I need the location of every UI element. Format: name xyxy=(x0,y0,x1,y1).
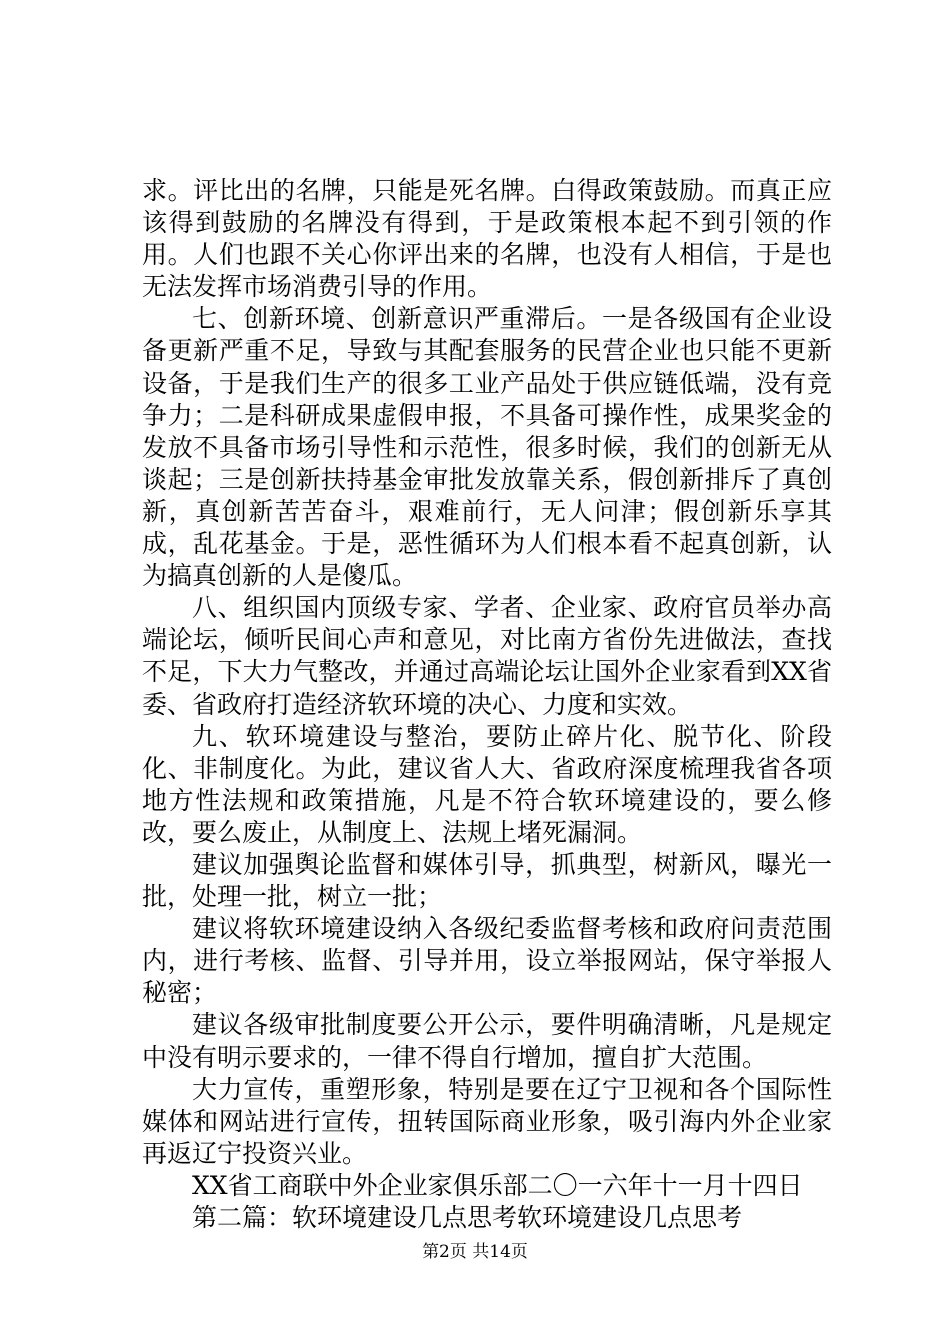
paragraph-continuation: 求。评比出的名牌，只能是死名牌。白得政策鼓励。而真正应该得到鼓励的名牌没有得到，于是政策根本起不到引领的作用。人们也跟不关心你评出来的名牌，也没有人相信，于是也无法发挥市场消费引导的作用。 xyxy=(142,176,832,302)
paragraph-suggestion-supervision: 建议将软环境建设纳入各级纪委监督考核和政府问责范围内，进行考核、监督、引导并用，设立举报网站，保守举报人秘密； xyxy=(142,914,832,1008)
paragraph-second-article-heading: 第二篇：软环境建设几点思考软环境建设几点思考 xyxy=(192,1203,743,1232)
paragraph-publicity: 大力宣传，重塑形象，特别是要在辽宁卫视和各个国际性媒体和网站进行宣传，扭转国际商业形象，吸引海内外企业家再返辽宁投资兴业。 xyxy=(142,1074,832,1168)
paragraph-suggestion-approval: 建议各级审批制度要公开公示，要件明确清晰，凡是规定中没有明示要求的，一律不得自行增加，擅自扩大范围。 xyxy=(142,1010,832,1072)
paragraph-signature-date: XX省工商联中外企业家俱乐部二〇一六年十一月十四日 xyxy=(192,1170,803,1200)
paragraph-suggestion-media: 建议加强舆论监督和媒体引导，抓典型，树新风，曝光一批，处理一批，树立一批； xyxy=(142,849,832,912)
document-body xyxy=(142,175,832,1234)
page-footer: 第2页 共14页 xyxy=(422,1242,528,1262)
paragraph-section-seven: 七、创新环境、创新意识严重滞后。一是各级国有企业设备更新严重不足，导致与其配套服务的民营企业也只能不更新设备，于是我们生产的很多工业产品处于供应链低端，没有竞争力；二是科研成果虚假申报，不具备可操作性，成果奖金的发放不具备市场引导性和示范性，很多时候，我们的创新无从谈起；三是创新扶持基金审批发放靠关系，假创新排斥了真创新，真创新苦苦奋斗，艰难前行，无人问津；假创新乐享其成，乱花基金。于是，恶性循环为人们根本看不起真创新，认为搞真创新的人是傻瓜。 xyxy=(142,304,832,591)
paragraph-section-eight: 八、组织国内顶级专家、学者、企业家、政府官员举办高端论坛，倾听民间心声和意见，对比南方省份先进做法，查找不足，下大力气整改，并通过高端论坛让国外企业家看到XX省委、省政府打造经济软环境的决心、力度和实效。 xyxy=(142,593,832,719)
paragraph-section-nine: 九、软环境建设与整治，要防止碎片化、脱节化、阶段化、非制度化。为此，建议省人大、省政府深度梳理我省各项地方性法规和政策措施，凡是不符合软环境建设的，要么修改，要么废止，从制度上、法规上堵死漏洞。 xyxy=(142,721,832,847)
